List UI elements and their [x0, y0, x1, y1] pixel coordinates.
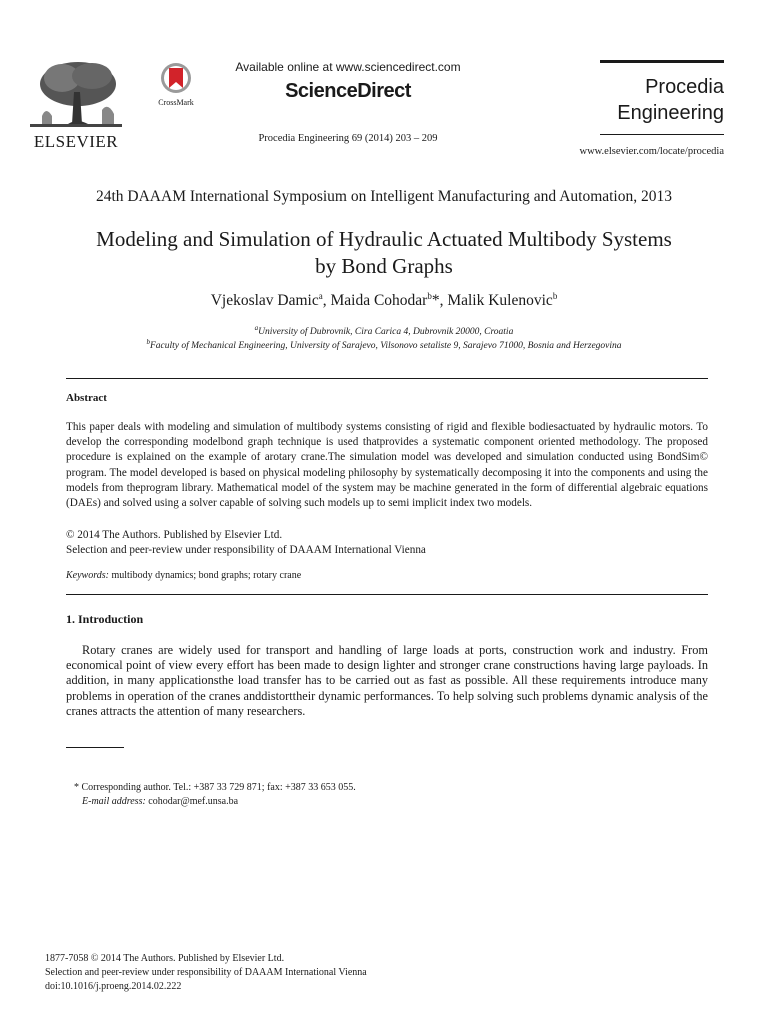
journal-reference: Procedia Engineering 69 (2014) 203 – 209	[258, 133, 438, 144]
author-affiliation-mark: a	[318, 291, 323, 301]
paper-title-line2: by Bond Graphs	[315, 254, 453, 278]
author-affiliation-mark: b	[427, 291, 432, 301]
keywords-list: multibody dynamics; bond graphs; rotary crane	[108, 570, 302, 581]
introduction-heading: 1. Introduction	[66, 612, 144, 626]
email-footnote	[82, 796, 238, 807]
abstract-top-rule	[66, 378, 708, 379]
abstract-text: This paper deals with modeling and simulation of multibody systems consisting of rigid and flexible bodiesactuated by hydraulic motors. To develop the corresponding modelbond graph technique is used thatprovides a systematic component oriented methodology. The proposed procedure is explained on the example of arotary crane.The simulation model was developed and simulation conducted using BondSim© program. The model developed is based on physical modeling philosophy by systematically decomposing it into the components and using the models from theprogram library. Mathematical model of the system may be machine generated in the form of differential algebraic equations (DAEs) and solved using a solver capable of solving such models up to semi implicit index two models.	[66, 421, 708, 510]
corresponding-author-footnote: * Corresponding author. Tel.: +387 33 729 871; fax: +387 33 653 055.	[74, 782, 356, 793]
journal-title-top-rule	[600, 60, 724, 63]
author-affiliation-mark: b	[552, 291, 558, 301]
paper-title-line1: Modeling and Simulation of Hydraulic Actuated Multibody Systems	[96, 227, 672, 251]
symposium-name: 24th DAAAM International Symposium on Intelligent Manufacturing and Automation, 2013	[95, 188, 672, 205]
paper-title	[40, 226, 728, 280]
publisher-name: ELSEVIER	[33, 132, 119, 151]
journal-url-link[interactable]: www.elsevier.com/locate/procedia	[579, 146, 724, 157]
journal-title	[600, 74, 724, 126]
sciencedirect-logo-text[interactable]: ScienceDirect	[285, 80, 411, 102]
footnote-rule	[66, 747, 124, 748]
copyright-notice: © 2014 The Authors. Published by Elsevier Ltd.	[66, 529, 283, 541]
author-name: Malik Kulenovic	[447, 292, 553, 310]
keywords-label: Keywords:	[66, 570, 109, 581]
author-separator: ,	[322, 292, 331, 310]
affiliation-mark: b	[146, 338, 150, 346]
journal-title-bottom-rule	[600, 134, 724, 135]
author-separator: *,	[431, 292, 448, 310]
keywords	[66, 570, 301, 581]
crossmark-label: CrossMark	[158, 98, 194, 107]
abstract-bottom-rule	[66, 594, 708, 595]
introduction-text: Rotary cranes are widely used for transport and handling of large loads at ports, construction work and industry. From economical point of view every effort has been made to design lighter and stronger crane constructions having large payloads. In addition, in many applicationsthe load transfer has to be carried out as fast as possible. All these requirements introduce many problems in operation of the cranes anddistorttheir dynamic performances. To help solving such problems dynamic analysis of the cranes attracts the attention of many researchers.	[66, 643, 708, 718]
journal-title-line1: Procedia	[645, 76, 724, 98]
bottom-peer-review-line: Selection and peer-review under responsibility of DAAAM International Vienna	[45, 967, 367, 978]
journal-title-line2: Engineering	[617, 102, 724, 124]
issn-copyright-line: 1877-7058 © 2014 The Authors. Published by Elsevier Ltd.	[45, 953, 285, 964]
tree-icon	[22, 58, 130, 132]
affiliation-text: Faculty of Mechanical Engineering, University of Sarajevo, Vilsonovo setaliste 9, Sarajevo 71000, Bosnia and Herzegovina	[149, 341, 622, 352]
affiliation-text: University of Dubrovnik, Cira Carica 4, Dubrovnik 20000, Croatia	[258, 327, 514, 338]
affiliation-a	[40, 324, 728, 337]
author-list	[40, 291, 728, 310]
abstract-heading: Abstract	[66, 392, 107, 404]
doi-line[interactable]: doi:10.1016/j.proeng.2014.02.222	[45, 981, 182, 992]
author-name: Vjekoslav Damic	[210, 292, 319, 310]
available-online-text[interactable]: Available online at www.sciencedirect.com	[235, 60, 461, 74]
email-address[interactable]: cohodar@mef.unsa.ba	[145, 796, 239, 807]
affiliation-mark: a	[254, 324, 259, 332]
journal-title-box	[600, 60, 724, 140]
author-name: Maida Cohodar	[330, 292, 428, 310]
crossmark-icon	[150, 62, 202, 98]
peer-review-notice: Selection and peer-review under responsibility of DAAAM International Vienna	[66, 544, 426, 556]
affiliation-b	[40, 338, 728, 351]
email-label: E-mail address:	[82, 796, 146, 807]
